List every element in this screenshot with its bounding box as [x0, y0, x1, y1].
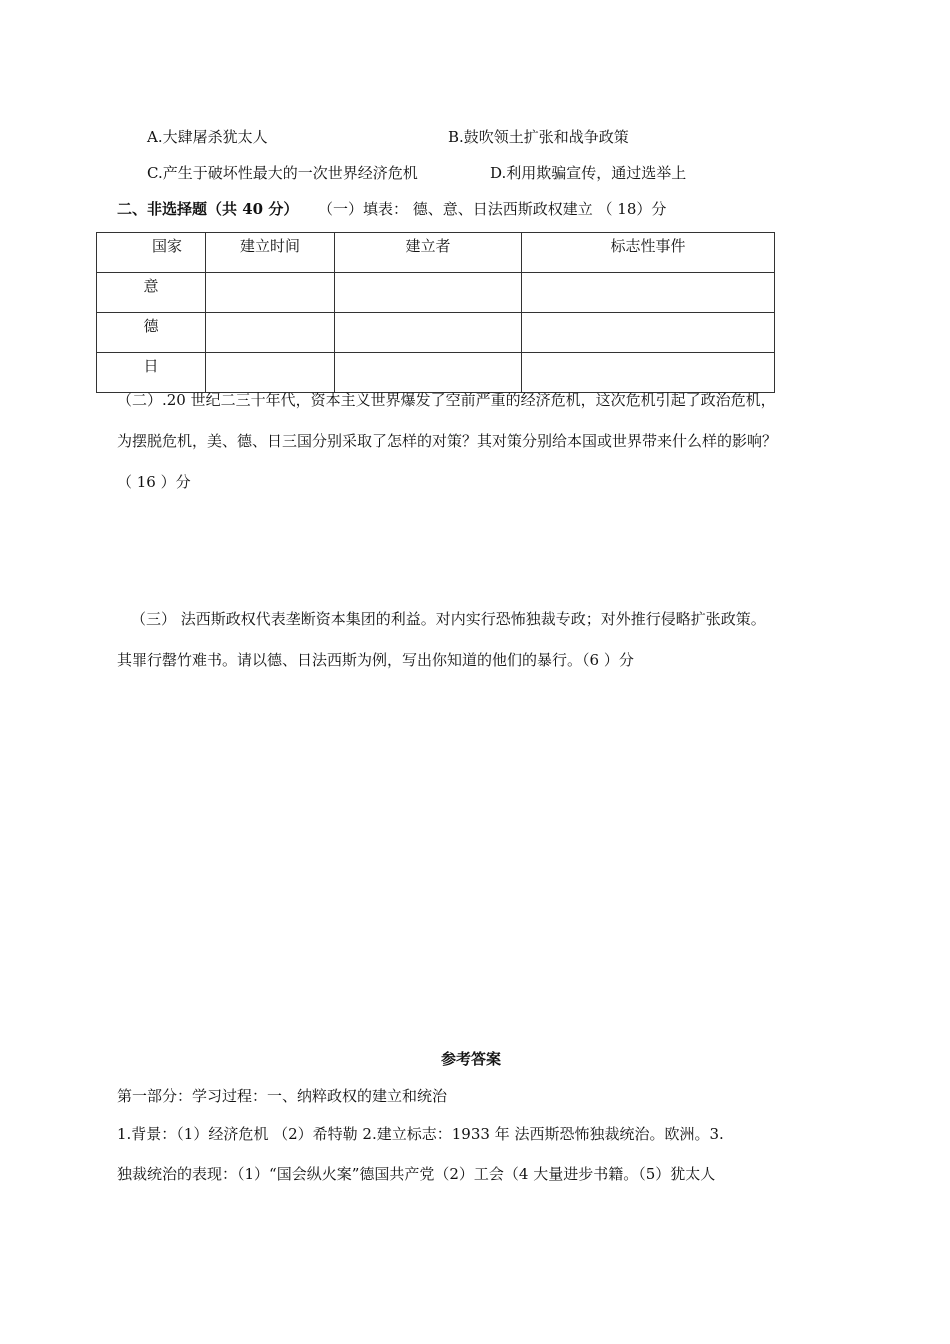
blank-cell[interactable] [522, 313, 775, 353]
row-label-germany: 德 [97, 313, 206, 353]
blank-cell[interactable] [206, 353, 335, 393]
question-2-line-1: （二）.20 世纪二三十年代，资本主义世界爆发了空前严重的经济危机，这次危机引起了政治危机， [117, 391, 776, 409]
answers-line-2: 1.背景：（1）经济危机 （2）希特勒 2.建立标志：1933 年 法西斯恐怖独裁统治。欧洲。3. [117, 1125, 724, 1143]
blank-cell[interactable] [335, 313, 522, 353]
header-time: 建立时间 [206, 233, 335, 273]
choice-c: C.产生于破坏性最大的一次世界经济危机 [147, 164, 418, 182]
answers-title: 参考答案 [441, 1050, 502, 1068]
header-founder: 建立者 [335, 233, 522, 273]
blank-cell[interactable] [206, 273, 335, 313]
answers-line-3: 独裁统治的表现：（1）“国会纵火案”德国共产党（2）工会（4 大量进步书籍。（5）犹太人 [117, 1165, 716, 1183]
header-event: 标志性事件 [522, 233, 775, 273]
blank-cell[interactable] [522, 353, 775, 393]
blank-cell[interactable] [335, 273, 522, 313]
choice-b: B.鼓吹领土扩张和战争政策 [448, 128, 629, 146]
blank-cell[interactable] [522, 273, 775, 313]
table-row [97, 353, 775, 393]
choice-d: D.利用欺骗宣传，通过选举上 [490, 164, 687, 182]
table-header-row [97, 233, 775, 273]
question-1: （一）填表： 德、意、日法西斯政权建立 （ 18）分 [318, 200, 667, 218]
row-label-japan: 日 [97, 353, 206, 393]
fascist-regimes-table [96, 232, 775, 393]
blank-cell[interactable] [206, 313, 335, 353]
question-3-line-1: （三） 法西斯政权代表垄断资本集团的利益。对内实行恐怖独裁专政；对外推行侵略扩张政策。 [131, 610, 766, 628]
question-3-line-2: 其罪行罄竹难书。请以德、日法西斯为例，写出你知道的他们的暴行。（6 ）分 [117, 651, 634, 669]
question-2-line-3: （ 16 ）分 [117, 473, 191, 491]
row-label-italy: 意 [97, 273, 206, 313]
header-country: 国家 [97, 233, 206, 273]
answers-line-1: 第一部分：学习过程：一、纳粹政权的建立和统治 [117, 1087, 448, 1105]
blank-cell[interactable] [335, 353, 522, 393]
table-row [97, 313, 775, 353]
table-row [97, 273, 775, 313]
question-2-line-2: 为摆脱危机，美、德、日三国分别采取了怎样的对策？其对策分别给本国或世界带来什么样的影响？ [117, 432, 778, 450]
section-heading: 二、非选择题（共 40 分） [117, 200, 299, 218]
choice-a: A.大肆屠杀犹太人 [147, 128, 268, 146]
